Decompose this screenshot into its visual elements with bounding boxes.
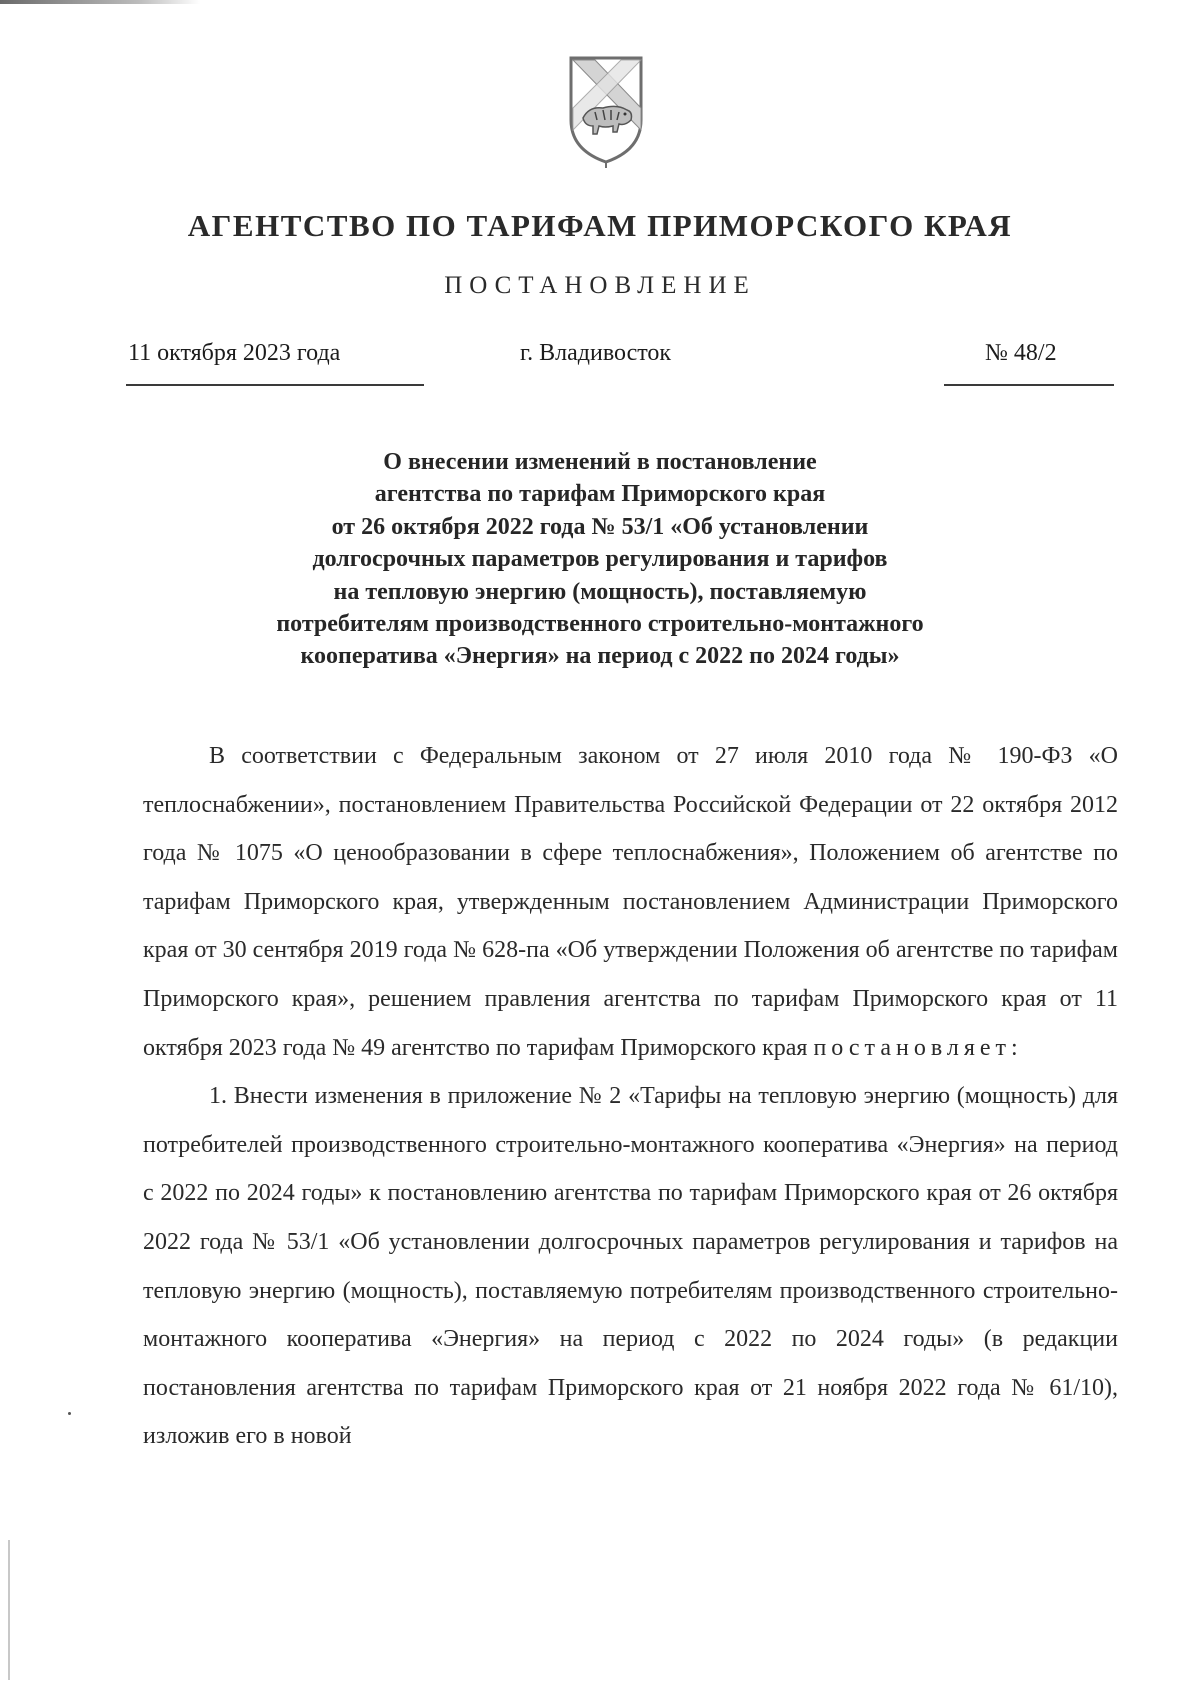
item-1-paragraph: 1. Внести изменения в приложение № 2 «Тарифы на тепловую энергию (мощность) для потребителей производственного строительно-монтажного кооператива «Энергия» на период с 2022 по 2024 годы» к постановлению агентства по тарифам Приморского края от 26 октября 2022 года № 53/1 «Об установлении долгосрочных параметров регулирования и тарифов на тепловую энергию (мощность), поставляемую потребителям производственного строительно-монтажного кооператива «Энергия» на период с 2022 по 2024 годы» (в редакции постановления агентства по тарифам Приморского края от 21 ноября 2022 года № 61/10), изложив его в новой xyxy=(143,1083,1118,1450)
document-number: № 48/2 xyxy=(985,340,1057,366)
document-date: 11 октября 2023 года xyxy=(128,340,341,366)
number-underline xyxy=(944,384,1114,386)
coat-of-arms-tiger-icon xyxy=(565,50,647,168)
subject-line: от 26 октября 2022 года № 53/1 «Об установлении xyxy=(331,513,869,540)
subject-line: долгосрочных параметров регулирования и тарифов xyxy=(312,546,888,573)
scan-edge-mark xyxy=(0,0,200,4)
document-subject xyxy=(200,446,1000,673)
subject-line: О внесении изменений в постановление xyxy=(383,449,817,475)
preamble-text: В соответствии с Федеральным законом от 27 июля 2010 года № 190-ФЗ «О теплоснабжении», постановлением Правительства Российской Федерации от 22 октября 2012 года № 1075 «О ценообразовании в сфере теплоснабжения», Положением об агентстве по тарифам Приморского края, утвержденным постановлением Администрации Приморского края от 30 сентября 2019 года № 628-па «Об утверждении Положения об агентстве по тарифам Приморского края», решением правления агентства по тарифам Приморского края от 11 октября 2023 года № 49 агентство по тарифам Приморского края xyxy=(143,743,1118,1061)
document-body xyxy=(143,732,1118,1461)
subject-line: кооператива «Энергия» на период с 2022 по 2024 годы» xyxy=(300,643,900,670)
scan-speck xyxy=(68,1412,71,1415)
date-underline xyxy=(126,384,424,386)
resolves-word: постановляет: xyxy=(813,1034,1023,1061)
subject-line: на тепловую энергию (мощность), поставляемую xyxy=(333,578,867,605)
scan-left-edge-mark xyxy=(8,1540,10,1680)
subject-line: агентства по тарифам Приморского края xyxy=(374,481,826,508)
subject-line: потребителям производственного строительно-монтажного xyxy=(276,611,924,638)
agency-title: АГЕНТСТВО ПО ТАРИФАМ ПРИМОРСКОГО КРАЯ xyxy=(187,208,1013,243)
document-type: ПОСТАНОВЛЕНИЕ xyxy=(444,272,756,299)
preamble-paragraph xyxy=(143,732,1118,1072)
document-city: г. Владивосток xyxy=(520,340,672,366)
